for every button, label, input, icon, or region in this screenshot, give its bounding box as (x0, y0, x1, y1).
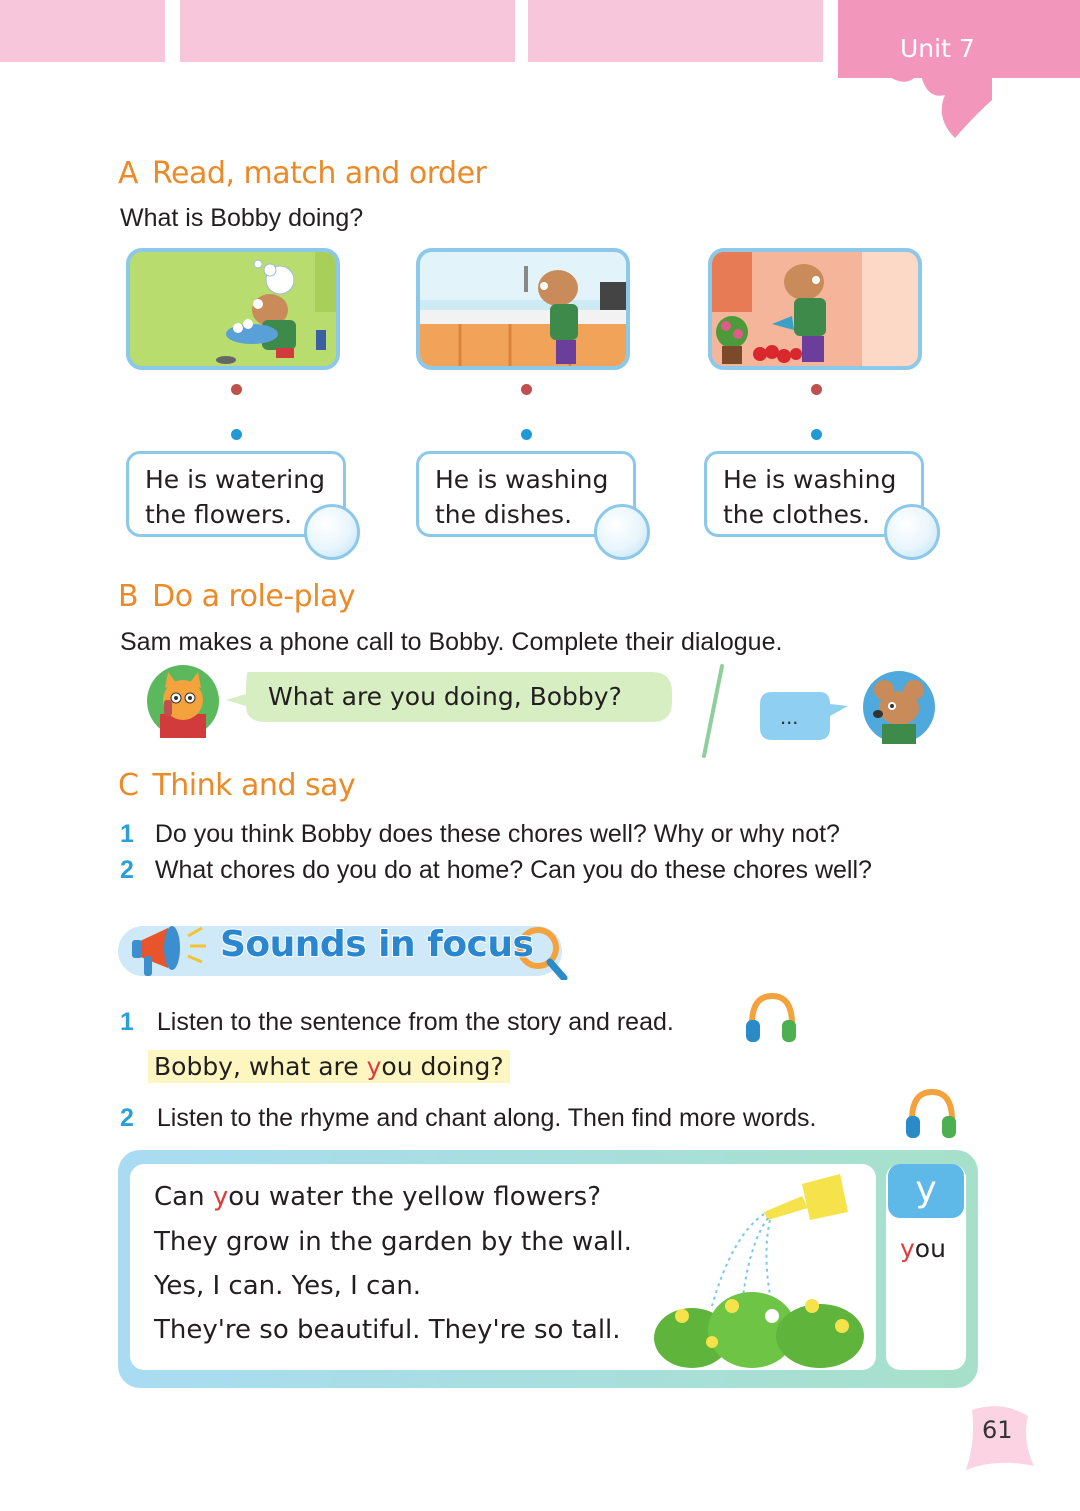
picture-washing-dishes[interactable] (416, 248, 630, 370)
rhyme-line-2: They grow in the garden by the wall. (154, 1227, 632, 1257)
question-2-number: 2 (120, 856, 134, 884)
task-2-number: 2 (120, 1104, 134, 1132)
rhyme-line-3: Yes, I can. Yes, I can. (154, 1271, 422, 1301)
bobby-watering-flowers-icon (712, 252, 918, 366)
section-c-question-1 (120, 820, 840, 849)
match-dot-bottom-2[interactable] (521, 429, 532, 440)
section-c-title (118, 768, 355, 803)
top-tab-3 (528, 0, 823, 62)
letter-card-y (888, 1164, 964, 1218)
order-answer-circle-2[interactable] (594, 504, 650, 560)
picture-washing-clothes[interactable] (126, 248, 340, 370)
match-dot-top-3[interactable] (811, 384, 822, 395)
section-c-title-text: Think and say (152, 768, 356, 803)
section-b-instruction: Sam makes a phone call to Bobby. Complete their dialogue. (120, 628, 783, 656)
sentence-card-3-line1: He is washing (723, 465, 897, 494)
order-answer-circle-1[interactable] (304, 504, 360, 560)
section-a-title (118, 156, 486, 191)
task-1-number: 1 (120, 1008, 134, 1036)
section-a-letter: A (118, 156, 139, 191)
match-dot-top-1[interactable] (231, 384, 242, 395)
sentence-card-1-line2: the flowers. (145, 500, 293, 529)
section-a-question: What is Bobby doing? (120, 204, 364, 232)
section-b-title-text: Do a role-play (152, 579, 356, 614)
order-answer-circle-3[interactable] (884, 504, 940, 560)
rhyme-line-1 (154, 1182, 601, 1212)
sentence-card-1-line1: He is watering (145, 465, 325, 494)
sounds-task-2 (120, 1104, 817, 1133)
example-word-highlight: y (900, 1234, 915, 1263)
bobby-speech-bubble (758, 692, 848, 742)
example-word-rest: ou (914, 1234, 946, 1263)
sam-avatar-icon (146, 664, 220, 738)
headphones-icon-2[interactable] (902, 1086, 960, 1144)
bobby-washing-clothes-icon (130, 252, 336, 366)
section-c-question-2 (120, 856, 872, 885)
story-sentence (148, 1050, 510, 1083)
question-1-text: Do you think Bobby does these chores well? Why or why not? (154, 820, 840, 848)
sentence-card-3-line2: the clothes. (723, 500, 870, 529)
section-a-title-text: Read, match and order (152, 156, 487, 191)
picture-watering-flowers[interactable] (708, 248, 922, 370)
unit-label: Unit 7 (900, 34, 975, 63)
story-sentence-start: Bobby, what are (154, 1052, 367, 1081)
sounds-banner-title: Sounds in focus (220, 924, 534, 965)
phone-divider-line (700, 664, 726, 758)
sam-speech-text: What are you doing, Bobby? (268, 682, 622, 711)
page-number: 61 (982, 1416, 1013, 1444)
section-c-letter: C (118, 768, 139, 803)
story-sentence-end: ou doing? (381, 1052, 504, 1081)
example-word (900, 1234, 946, 1263)
top-tab-2 (180, 0, 515, 62)
sounds-task-1 (120, 1008, 674, 1037)
headphones-icon[interactable] (742, 990, 800, 1048)
rhyme-line-1-start: Can (154, 1182, 213, 1212)
sentence-card-2-line1: He is washing (435, 465, 609, 494)
match-dot-top-2[interactable] (521, 384, 532, 395)
task-1-text: Listen to the sentence from the story and read. (156, 1008, 674, 1036)
bobby-speech-text: ... (780, 704, 799, 729)
match-dot-bottom-1[interactable] (231, 429, 242, 440)
section-b-letter: B (118, 579, 139, 614)
rhyme-line-1-end: ou water the yellow flowers? (228, 1182, 602, 1212)
task-2-text: Listen to the rhyme and chant along. Then find more words. (156, 1104, 817, 1132)
question-1-number: 1 (120, 820, 134, 848)
match-dot-bottom-3[interactable] (811, 429, 822, 440)
question-2-text: What chores do you do at home? Can you do these chores well? (154, 856, 872, 884)
watering-flowers-illustration-icon (652, 1166, 868, 1370)
top-tab-1 (0, 0, 165, 62)
rhyme-line-1-highlight: y (212, 1182, 229, 1212)
flower-decoration-icon (880, 60, 995, 142)
megaphone-icon (128, 916, 208, 980)
rhyme-line-4: They're so beautiful. They're so tall. (154, 1315, 621, 1345)
bobby-washing-dishes-icon (420, 252, 626, 366)
bobby-avatar-icon (862, 670, 936, 744)
story-sentence-highlight: y (366, 1052, 382, 1081)
section-b-title (118, 579, 355, 614)
letter-card-y-text: y (915, 1169, 937, 1210)
sentence-card-2-line2: the dishes. (435, 500, 573, 529)
